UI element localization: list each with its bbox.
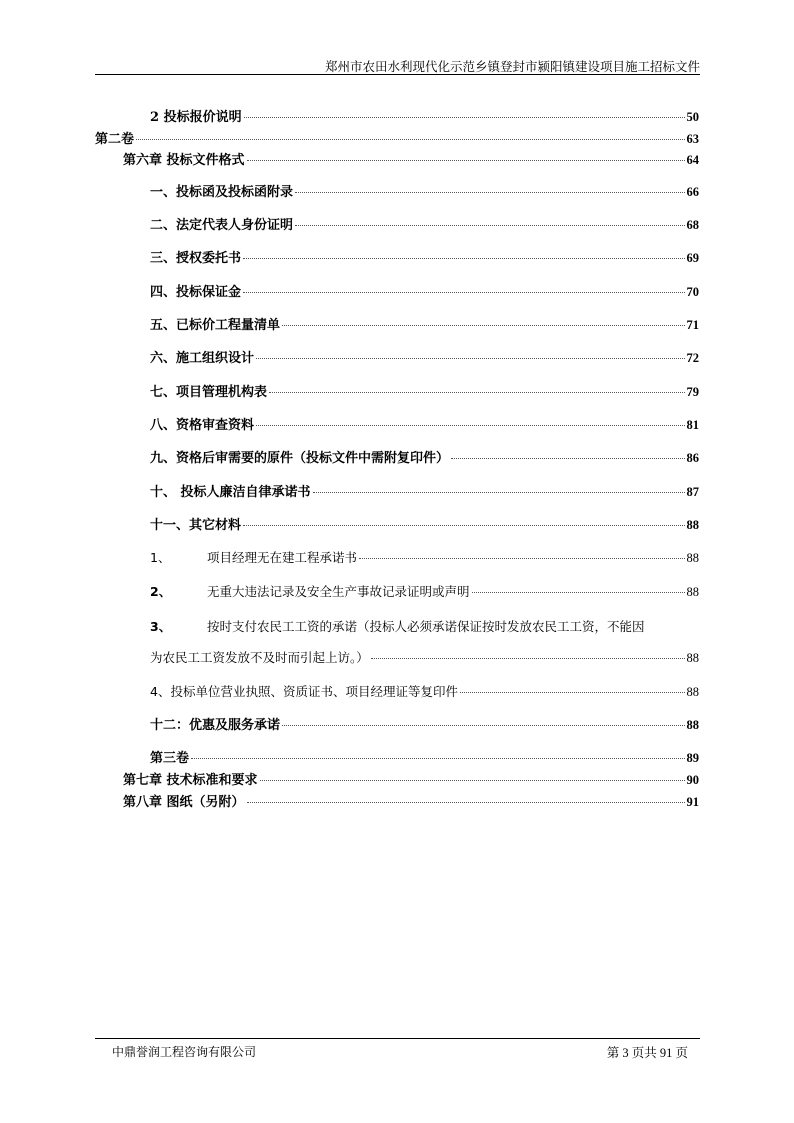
toc-leader <box>282 725 684 726</box>
toc-entry[interactable] <box>150 584 699 600</box>
toc-entry[interactable] <box>150 417 699 434</box>
toc-entry-text: 第六章 投标文件格式 <box>123 153 245 168</box>
toc-entry[interactable] <box>123 794 699 811</box>
toc-entry[interactable] <box>150 717 699 734</box>
footer-page-info: 第 3 页共 91 页 <box>606 1046 688 1060</box>
toc-entry-page: 64 <box>686 153 699 167</box>
toc-entry-page: 70 <box>686 285 699 299</box>
toc-leader <box>243 292 684 293</box>
toc-entry[interactable] <box>95 131 699 148</box>
toc-leader <box>260 780 685 781</box>
toc-entry[interactable] <box>123 772 699 789</box>
toc-leader <box>460 692 685 693</box>
toc-entry-page: 88 <box>686 718 699 732</box>
toc-entry-page: 87 <box>686 485 699 499</box>
toc-leader <box>359 558 684 559</box>
toc-leader <box>269 392 684 393</box>
toc-entry[interactable] <box>150 517 699 534</box>
toc-entry[interactable] <box>150 384 699 401</box>
toc-entry[interactable] <box>150 450 699 467</box>
toc-entry-text: 十一、其它材料 <box>150 518 242 533</box>
toc-entry-number: 3、 <box>150 619 172 634</box>
toc-leader <box>371 658 685 659</box>
toc-leader <box>244 117 685 118</box>
toc-leader <box>247 160 685 161</box>
toc-entry-page: 91 <box>686 795 699 809</box>
toc-leader <box>243 258 684 259</box>
toc-entry[interactable] <box>123 152 699 169</box>
toc-entry[interactable] <box>150 350 699 367</box>
toc-entry-text: 按时支付农民工工资的承诺（投标人必须承诺保证按时发放农民工工资，不能因 <box>207 619 645 634</box>
footer-rule <box>95 1038 700 1039</box>
toc-entry-page: 89 <box>686 751 699 765</box>
toc-entry-text: 五、已标价工程量清单 <box>150 318 281 333</box>
toc-entry[interactable] <box>150 250 699 267</box>
toc-entry-text: 2 投标报价说明 <box>150 110 242 125</box>
toc-entry-text: 一、投标函及投标函附录 <box>150 185 294 200</box>
toc-entry-text: 十二：优惠及服务承诺 <box>150 718 281 733</box>
toc-leader <box>247 802 685 803</box>
toc-entry-page: 71 <box>686 318 699 332</box>
toc-entry-text: 第三卷 <box>150 751 190 766</box>
toc-entry-page: 68 <box>686 218 699 232</box>
toc-entry-text: 三、授权委托书 <box>150 251 242 266</box>
toc-entry-page: 69 <box>686 251 699 265</box>
toc-leader <box>313 492 685 493</box>
toc-entry-page: 88 <box>686 551 699 565</box>
toc-leader <box>451 458 684 459</box>
toc-entry-text: 4、投标单位营业执照、资质证书、项目经理证等复印件 <box>150 684 458 699</box>
toc-entry[interactable] <box>150 217 699 234</box>
footer-company: 中鼎誉润工程咨询有限公司 <box>112 1045 257 1059</box>
toc-entry[interactable] <box>150 317 699 334</box>
toc-entry-page: 81 <box>686 418 699 432</box>
toc-entry[interactable] <box>150 109 699 126</box>
toc-entry[interactable] <box>150 750 699 767</box>
toc-entry-page: 88 <box>686 518 699 532</box>
toc-entry-text: 第八章 图纸（另附） <box>123 795 245 810</box>
toc-entry-text: 为农民工工资发放不及时而引起上访。） <box>150 650 369 665</box>
toc-entry-wrapped-first-line[interactable] <box>150 617 645 635</box>
toc-entry-text: 项目经理无在建工程承诺书 <box>207 550 358 565</box>
toc-entry-text: 二、法定代表人身份证明 <box>150 218 294 233</box>
toc-entry-page: 88 <box>686 585 699 599</box>
toc-entry-text: 八、资格审查资料 <box>150 418 255 433</box>
toc-entry-page: 79 <box>686 385 699 399</box>
toc-entry[interactable] <box>150 550 699 566</box>
toc-entry-page: 50 <box>686 110 699 124</box>
toc-leader <box>295 225 684 226</box>
toc-entry-page: 72 <box>686 351 699 365</box>
toc-entry[interactable] <box>150 284 699 301</box>
toc-entry[interactable] <box>150 484 699 501</box>
toc-entry-text: 无重大违法记录及安全生产事故记录证明或声明 <box>207 584 470 599</box>
header-rule <box>95 74 700 75</box>
toc-entry-text: 十、 投标人廉洁自律承诺书 <box>150 485 311 500</box>
toc-entry-page: 88 <box>686 651 699 665</box>
toc-entry-number: 2、 <box>150 584 172 599</box>
toc-entry-page: 88 <box>686 685 699 699</box>
toc-entry-text: 第七章 技术标准和要求 <box>123 773 258 788</box>
toc-leader <box>191 758 684 759</box>
toc-entry-page: 86 <box>686 451 699 465</box>
toc-entry[interactable] <box>150 650 699 666</box>
toc-entry[interactable] <box>150 684 699 700</box>
toc-entry-number: 1、 <box>150 550 171 565</box>
toc-entry[interactable] <box>150 184 699 201</box>
toc-entry-page: 63 <box>686 132 699 146</box>
toc-leader <box>295 192 684 193</box>
toc-leader <box>472 592 685 593</box>
toc-leader <box>256 425 684 426</box>
toc-entry-page: 90 <box>686 773 699 787</box>
toc-entry-text: 四、投标保证金 <box>150 285 242 300</box>
toc-entry-text: 七、项目管理机构表 <box>150 385 268 400</box>
toc-entry-text: 九、资格后审需要的原件（投标文件中需附复印件） <box>150 451 450 466</box>
toc-leader <box>136 139 684 140</box>
toc-entry-text: 第二卷 <box>95 132 135 147</box>
toc-leader <box>282 325 684 326</box>
toc-leader <box>243 525 684 526</box>
toc-entry-page: 66 <box>686 185 699 199</box>
toc-entry-text: 六、施工组织设计 <box>150 351 255 366</box>
toc-leader <box>256 358 684 359</box>
header-title: 郑州市农田水利现代化示范乡镇登封市颍阳镇建设项目施工招标文件 <box>324 59 700 74</box>
